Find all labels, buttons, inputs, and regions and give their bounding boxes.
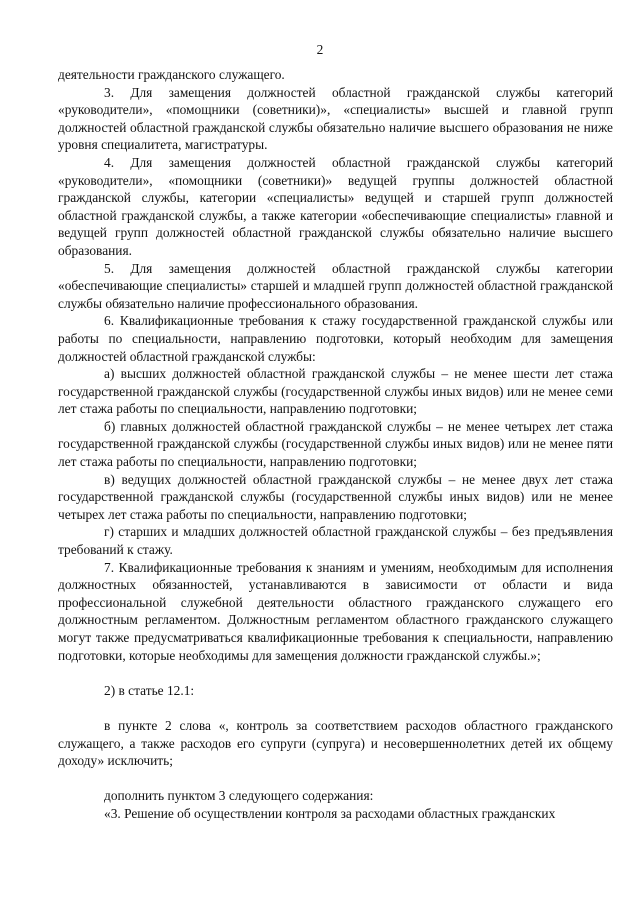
paragraph-add-point-3: дополнить пунктом 3 следующего содержания: xyxy=(104,788,374,804)
subparagraph-v: в) ведущих должностей областной гражданской службы – не менее двух лет стажа государственной гражданской службы (государственной службы иных видов) или не менее четырех лет стажа работы по специальности, направлению подготовки; xyxy=(58,471,613,522)
spacer xyxy=(58,699,613,717)
paragraph-continuation: деятельности гражданского служащего. xyxy=(58,67,285,82)
paragraph-item-5: 5. Для замещения должностей областной гражданской службы категории «обеспечивающие специалисты» старшей и младшей групп должностей областной гражданской службы обязательно наличие профессионального образования. xyxy=(58,260,613,311)
subparagraph-b: б) главных должностей областной гражданской службы – не менее четырех лет стажа государственной гражданской службы (государственной службы иных видов) или не менее пяти лет стажа работы по специальности, направлению подготовки; xyxy=(58,418,613,470)
document-body xyxy=(58,66,613,823)
subparagraph-a: а) высших должностей областной гражданской службы – не менее шести лет стажа государственной гражданской службы (государственной службы иных видов) или не менее семи лет стажа работы по специальности, направлению подготовки; xyxy=(58,366,613,417)
spacer xyxy=(58,664,613,682)
paragraph-item-6: 6. Квалификационные требования к стажу государственной гражданской службы или работы по специальности, направлению подготовки, который необходим для замещения должностей областной гражданской службы: xyxy=(58,313,613,364)
paragraph-item-3: 3. Для замещения должностей областной гражданской службы категорий «руководители», «помощники (советники)», «специалисты» высшей и главной групп должностей областной гражданской службы обязательно наличие высшего образования не ниже уровня специалитета, магистратуры. xyxy=(58,84,613,153)
paragraph-point-3-text: «3. Решение об осуществлении контроля за расходами областных гражданских xyxy=(104,805,556,821)
subparagraph-g: г) старших и младших должностей областной гражданской службы – без предъявления требований к стажу. xyxy=(58,524,613,558)
page-number: 2 xyxy=(316,42,324,57)
paragraph-item-7: 7. Квалификационные требования к знаниям и умениям, необходимым для исполнения должностных обязанностей, устанавливаются в зависимости от области и вида профессиональной служебной деятельности областного гражданского служащего его должностным регламентом. Должностным регламентом областного гражданского служащего могут также предусматриваться квалификационные требования к специальности, направлению подготовки, которые необходимы для замещения должности гражданской службы.»; xyxy=(58,559,613,663)
paragraph-article-12-1: 2) в статье 12.1: xyxy=(104,682,195,698)
spacer xyxy=(58,770,613,788)
paragraph-item-4: 4. Для замещения должностей областной гражданской службы категорий «руководители», «помощники (советники)» ведущей группы должностей областной гражданской службы, категории «специалисты» ведущей и старшей групп должностей областной гражданской службы, а также категории «обеспечивающие специалисты» главной и ведущей групп должностей областной гражданской службы обязательно наличие высшего образования. xyxy=(58,154,613,258)
paragraph-point-2-amendment: в пункте 2 слова «, контроль за соответствием расходов областного гражданского служащего, а также расходов его супруги (супруга) и несовершеннолетних детей их общему доходу» исключить; xyxy=(58,717,613,769)
